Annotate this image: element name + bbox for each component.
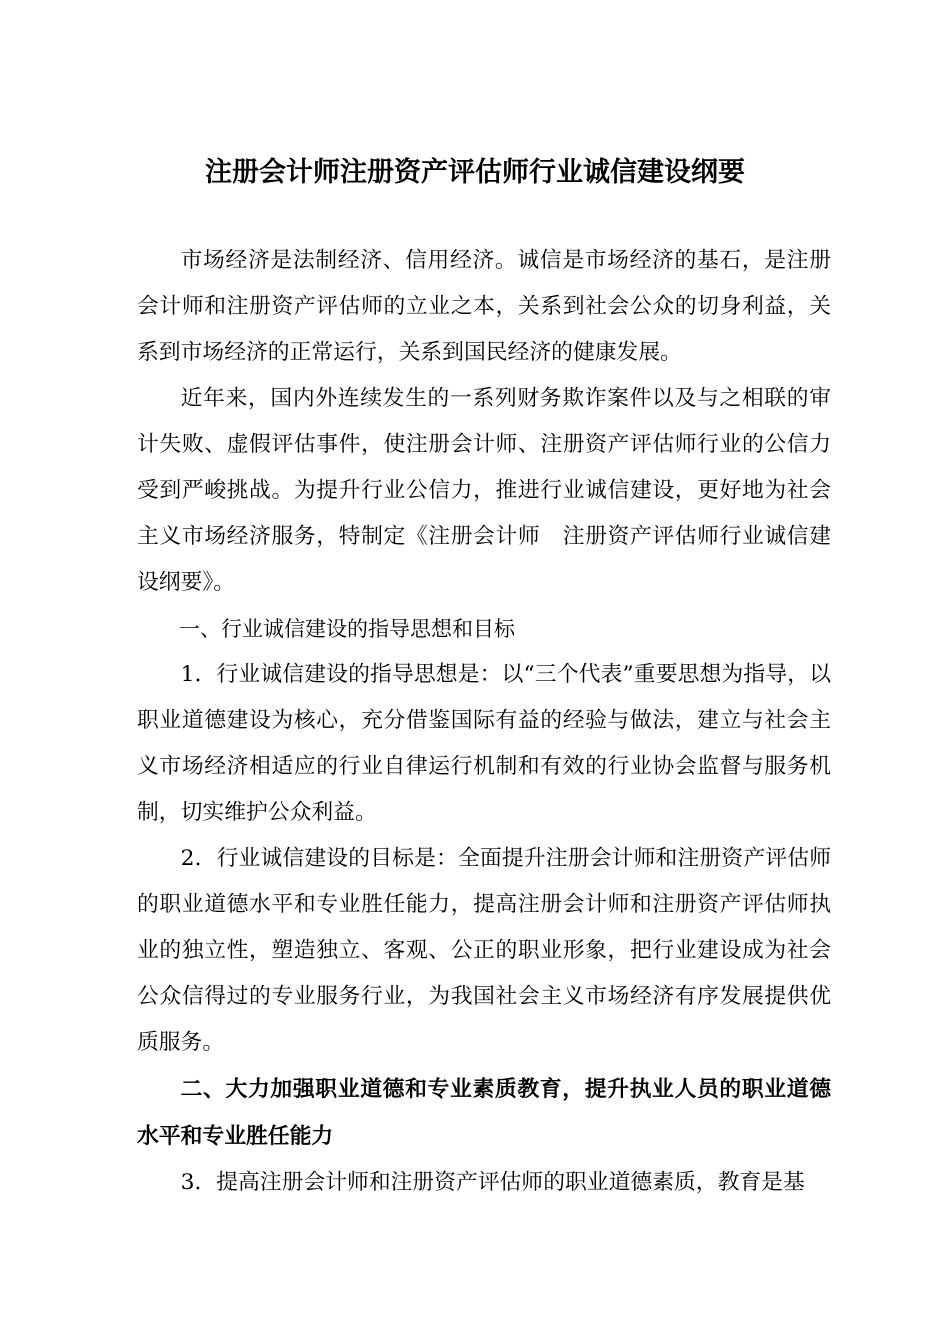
- paragraph-intro: 市场经济是法制经济、信用经济。诚信是市场经济的基石，是注册会计师和注册资产评估师的立业之本，关系到社会公众的切身利益，关系到市场经济的正常运行，关系到国民经济的健康发展。: [137, 248, 831, 365]
- document-body: [137, 238, 831, 1206]
- section-heading-1: 一、行业诚信建设的指导思想和目标: [179, 617, 515, 641]
- paragraph-item-3: 3．提高注册会计师和注册资产评估师的职业道德素质，教育是基: [180, 1170, 805, 1195]
- paragraph-background: 近年来，国内外连续发生的一系列财务欺诈案件以及与之相联的审计失败、虚假评估事件，使注册会计师、注册资产评估师行业的公信力受到严峻挑战。为提升行业公信力，推进行业诚信建设，更好地为社会主义市场经济服务，特制定《注册会计师 注册资产评估师行业诚信建设纲要》。: [137, 386, 831, 595]
- paragraph-item-1: 1．行业诚信建设的指导思想是：以“三个代表”重要思想为指导，以职业道德建设为核心，充分借鉴国际有益的经验与做法，建立与社会主义市场经济相适应的行业自律运行机制和有效的行业协会监督与服务机制，切实维护公众利益。: [137, 662, 831, 825]
- section-heading-2: 二、大力加强职业道德和专业素质教育，提升执业人员的职业道德水平和专业胜任能力: [137, 1077, 831, 1149]
- document-title: 注册会计师注册资产评估师行业诚信建设纲要: [205, 157, 745, 188]
- paragraph-item-2: 2．行业诚信建设的目标是：全面提升注册会计师和注册资产评估师的职业道德水平和专业胜任能力，提高注册会计师和注册资产评估师执业的独立性，塑造独立、客观、公正的职业形象，把行业建设成为社会公众信得过的专业服务行业，为我国社会主义市场经济有序发展提供优质服务。: [137, 846, 831, 1055]
